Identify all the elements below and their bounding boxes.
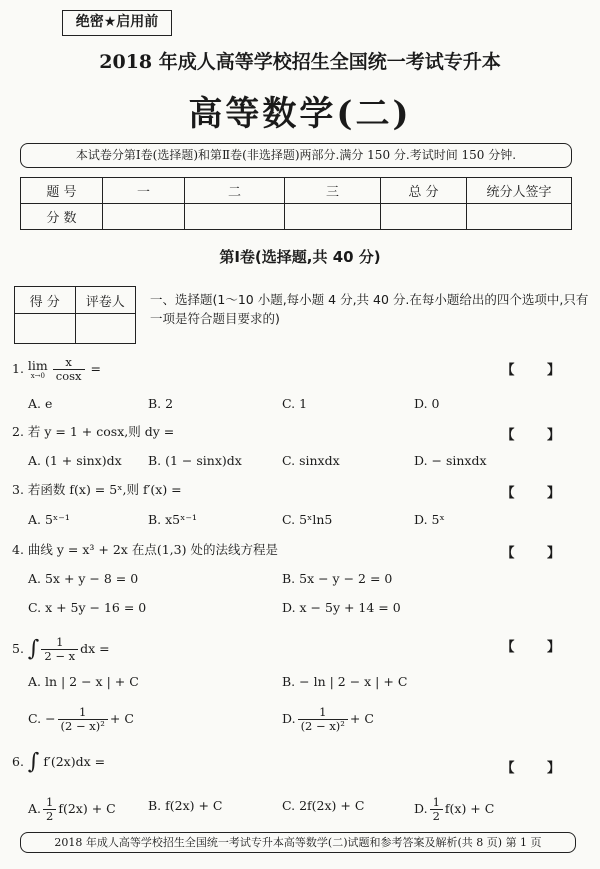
- grader-score-cell[interactable]: [15, 314, 76, 344]
- answer-bracket[interactable]: 【 】: [501, 761, 574, 776]
- denominator: (2 − x)²: [298, 719, 348, 733]
- option-tail: f(x) + C: [444, 801, 495, 816]
- score-input-cell[interactable]: [185, 204, 285, 230]
- score-cell: 二: [185, 178, 285, 204]
- option-b[interactable]: B. 5x − y − 2 = 0: [282, 571, 393, 586]
- question-number: 2.: [12, 424, 24, 439]
- option-c[interactable]: C. 1: [282, 396, 308, 411]
- score-cell: 总 分: [381, 178, 467, 204]
- integral-sign: ∫: [27, 749, 40, 775]
- question-1: [12, 356, 101, 383]
- score-table-header-row: [21, 178, 572, 204]
- question-tail: dx =: [80, 641, 110, 656]
- option-d[interactable]: D. − sinxdx: [414, 453, 487, 468]
- question-stem: 若 y = 1 + cosx,则 dy =: [27, 424, 175, 439]
- score-cell: 一: [103, 178, 185, 204]
- grader-score-label: 得 分: [15, 287, 76, 314]
- answer-bracket[interactable]: 【 】: [501, 640, 574, 655]
- confidential-label: 绝密★启用前: [62, 10, 172, 36]
- option-b[interactable]: B. − ln | 2 − x | + C: [282, 674, 408, 689]
- option-prefix: C. −: [28, 711, 56, 726]
- part-1-title: 第Ⅰ卷(选择题,共 40 分): [219, 248, 381, 266]
- exam-notice: 本试卷分第Ⅰ卷(选择题)和第Ⅱ卷(非选择题)两部分.满分 150 分.考试时间 150 分钟.: [20, 143, 572, 168]
- numerator: 1: [432, 795, 440, 809]
- score-cell: 三: [285, 178, 381, 204]
- option-c[interactable]: C. 2f(2x) + C: [282, 798, 365, 813]
- numerator: 1: [56, 635, 64, 649]
- option-d[interactable]: D. x − 5y + 14 = 0: [282, 600, 401, 615]
- option-prefix: D.: [414, 801, 428, 816]
- denominator: 2: [43, 809, 56, 823]
- numerator: 1: [46, 795, 54, 809]
- option-prefix: A.: [28, 801, 42, 816]
- option-d[interactable]: [414, 796, 494, 823]
- question-4: [12, 542, 278, 558]
- option-c[interactable]: C. x + 5y − 16 = 0: [28, 600, 147, 615]
- exam-title: 2018 年成人高等学校招生全国统一考试专升本: [99, 51, 501, 73]
- grader-table: [14, 286, 136, 344]
- fraction: [58, 706, 108, 733]
- question-tail: =: [86, 361, 101, 376]
- option-tail: + C: [349, 711, 374, 726]
- score-input-cell[interactable]: [103, 204, 185, 230]
- question-stem: f′(2x)dx =: [43, 754, 106, 769]
- option-b[interactable]: B. f(2x) + C: [148, 798, 223, 813]
- option-d[interactable]: D. 0: [414, 396, 440, 411]
- grader-name-cell[interactable]: [75, 314, 136, 344]
- score-row-label: 分 数: [21, 204, 103, 230]
- question-number: 5.: [12, 641, 24, 656]
- question-stem: 若函数 f(x) = 5ˣ,则 f′(x) =: [27, 482, 182, 497]
- question-stem: 曲线 y = x³ + 2x 在点(1,3) 处的法线方程是: [27, 542, 278, 557]
- fraction: [298, 706, 348, 733]
- limit-word: lim: [27, 358, 48, 373]
- denominator: 2: [430, 809, 443, 823]
- denominator: 2 − x: [41, 649, 78, 663]
- integral-sign: ∫: [27, 636, 40, 662]
- fraction: [43, 796, 56, 823]
- option-tail: + C: [109, 711, 134, 726]
- score-input-cell[interactable]: [381, 204, 467, 230]
- score-cell: 统分人签字: [467, 178, 572, 204]
- option-b[interactable]: B. (1 − sinx)dx: [148, 453, 242, 468]
- question-5: [12, 636, 110, 663]
- grader-name-label: 评卷人: [75, 287, 136, 314]
- question-number: 3.: [12, 482, 24, 497]
- option-a[interactable]: A. 5ˣ⁻¹: [28, 512, 70, 527]
- question-2: [12, 424, 174, 440]
- question-6: [12, 749, 106, 775]
- question-number: 6.: [12, 754, 24, 769]
- score-table-score-row: [21, 204, 572, 230]
- option-d[interactable]: D. 5ˣ: [414, 512, 445, 527]
- numerator: 1: [79, 705, 87, 719]
- option-a[interactable]: A. (1 + sinx)dx: [28, 453, 122, 468]
- option-c[interactable]: C. sinxdx: [282, 453, 340, 468]
- option-c[interactable]: C. 5ˣln5: [282, 512, 333, 527]
- limit-subscript: x→0: [30, 372, 45, 380]
- option-prefix: D.: [282, 711, 296, 726]
- denominator: (2 − x)²: [58, 719, 108, 733]
- score-input-cell[interactable]: [285, 204, 381, 230]
- option-a[interactable]: A. ln | 2 − x | + C: [28, 674, 139, 689]
- question-number: 1.: [12, 361, 24, 376]
- option-b[interactable]: B. 2: [148, 396, 174, 411]
- score-input-cell[interactable]: [467, 204, 572, 230]
- option-tail: f(2x) + C: [58, 801, 116, 816]
- answer-bracket[interactable]: 【 】: [501, 546, 574, 561]
- numerator: 1: [319, 705, 327, 719]
- fraction: [41, 636, 78, 663]
- numerator: x: [65, 355, 72, 369]
- option-a[interactable]: [28, 796, 116, 823]
- question-3: [12, 482, 182, 498]
- fraction: [53, 356, 85, 383]
- option-a[interactable]: A. 5x + y − 8 = 0: [28, 571, 139, 586]
- limit-operator: [28, 359, 48, 380]
- score-cell: 题 号: [21, 178, 103, 204]
- denominator: cosx: [53, 369, 85, 383]
- answer-bracket[interactable]: 【 】: [501, 486, 574, 501]
- score-table: [20, 177, 572, 230]
- page-footer: 2018 年成人高等学校招生全国统一考试专升本高等数学(二)试题和参考答案及解析(共 8 页) 第 1 页: [20, 832, 576, 853]
- option-a[interactable]: A. e: [28, 396, 53, 411]
- answer-bracket[interactable]: 【 】: [501, 363, 574, 378]
- question-number: 4.: [12, 542, 24, 557]
- option-b[interactable]: B. x5ˣ⁻¹: [148, 512, 198, 527]
- section-instructions: 一、选择题(1～10 小题,每小题 4 分,共 40 分.在每小题给出的四个选项中,只有一项是符合题目要求的): [150, 292, 589, 326]
- subject-title: 高等数学(二): [188, 94, 412, 134]
- option-d[interactable]: [282, 706, 374, 733]
- answer-bracket[interactable]: 【 】: [501, 428, 574, 443]
- fraction: [430, 796, 443, 823]
- option-c[interactable]: [28, 706, 134, 733]
